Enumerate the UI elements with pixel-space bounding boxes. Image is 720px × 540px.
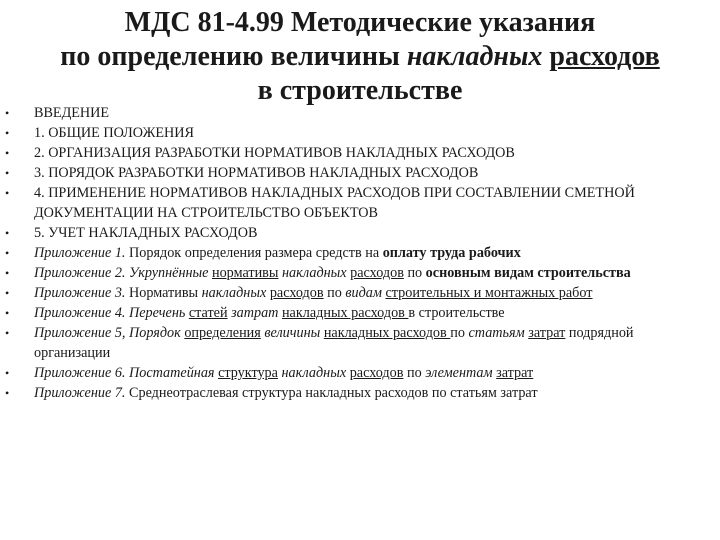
bullet-icon: • xyxy=(5,366,10,380)
bullet-icon: • xyxy=(5,326,10,340)
bullet-icon: • xyxy=(5,106,10,120)
bullet-icon: • xyxy=(5,386,10,400)
list-item-section-4: • 4. ПРИМЕНЕНИЕ НОРМАТИВОВ НАКЛАДНЫХ РАСХОДОВ ПРИ СОСТАВЛЕНИИ СМЕТНОЙ ДОКУМЕНТАЦИИ НА СТРОИТЕЛЬСТВО ОБЪЕКТОВ xyxy=(5,185,635,221)
list-item-section-5: • 5. УЧЕТ НАКЛАДНЫХ РАСХОДОВ xyxy=(5,225,258,241)
list-item-section-3: • 3. ПОРЯДОК РАЗРАБОТКИ НОРМАТИВОВ НАКЛАДНЫХ РАСХОДОВ xyxy=(5,165,479,181)
list-item-appendix-5: • Приложение 5, Порядок определения величины накладных расходов по статьям затрат подрядной организации xyxy=(5,325,634,361)
title-line-2: по определению величины накладных расходов xyxy=(60,41,660,72)
list-item-section-1: • 1. ОБЩИЕ ПОЛОЖЕНИЯ xyxy=(5,125,194,141)
title-line-3: в строительстве xyxy=(257,75,463,106)
bullet-icon: • xyxy=(5,126,10,140)
list-item-introduction: • ВВЕДЕНИЕ xyxy=(5,105,110,121)
bullet-icon: • xyxy=(5,166,10,180)
list-item-appendix-2: • Приложение 2. Укрупнённые нормативы накладных расходов по основным видам строительства xyxy=(5,265,631,281)
contents-list xyxy=(0,103,720,403)
bullet-icon: • xyxy=(5,226,10,240)
bullet-icon: • xyxy=(5,266,10,280)
bullet-icon: • xyxy=(5,246,10,260)
bullet-icon: • xyxy=(5,306,10,320)
bullet-icon: • xyxy=(5,286,10,300)
bullet-icon: • xyxy=(5,186,10,200)
list-item-appendix-7: • Приложение 7. Среднеотраслевая структура накладных расходов по статьям затрат xyxy=(5,385,538,401)
list-item-appendix-6: • Приложение 6. Постатейная структура накладных расходов по элементам затрат xyxy=(5,365,534,381)
list-item-section-2: • 2. ОРГАНИЗАЦИЯ РАЗРАБОТКИ НОРМАТИВОВ НАКЛАДНЫХ РАСХОДОВ xyxy=(5,145,515,161)
list-item-appendix-1: • Приложение 1. Порядок определения размера средств на оплату труда рабочих xyxy=(5,245,521,261)
title-line-1: МДС 81-4.99 Методические указания xyxy=(124,7,596,38)
list-item-appendix-4: • Приложение 4. Перечень статей затрат накладных расходов в строительстве xyxy=(5,305,505,321)
document-title xyxy=(0,6,720,108)
list-item-appendix-3: • Приложение 3. Нормативы накладных расходов по видам строительных и монтажных работ xyxy=(5,285,593,301)
bullet-icon: • xyxy=(5,146,10,160)
